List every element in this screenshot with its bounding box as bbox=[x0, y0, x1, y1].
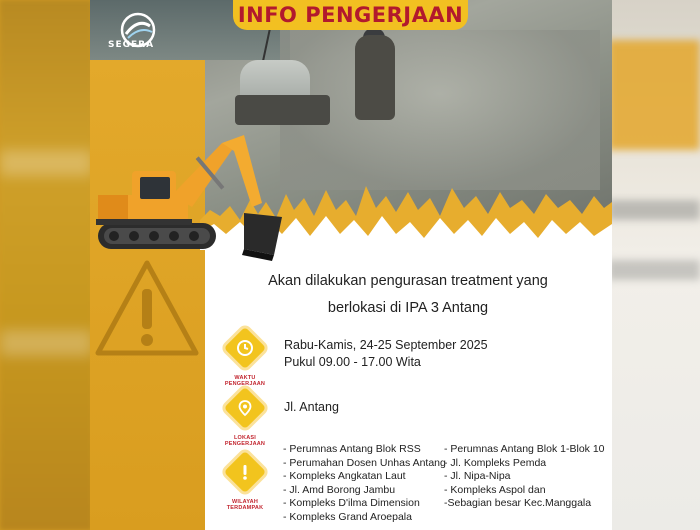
affected-area-item: - Kompleks D'ilma Dimension bbox=[283, 497, 420, 510]
page-title: INFO PENGERJAAN bbox=[237, 3, 464, 27]
exclamation-icon bbox=[236, 463, 254, 481]
schedule-icon-label: WAKTU PENGERJAAN bbox=[224, 375, 266, 387]
intro-line-2: berlokasi di IPA 3 Antang bbox=[327, 300, 489, 316]
affected-area-item: -Sebagian besar Kec.Manggala bbox=[444, 497, 592, 510]
excavator-illustration bbox=[94, 125, 294, 265]
schedule-icon-box bbox=[214, 328, 276, 387]
affected-area-item: - Perumnas Antang Blok RSS bbox=[283, 443, 421, 455]
logo-text: SEGERA bbox=[108, 40, 155, 50]
affected-list-right bbox=[444, 443, 605, 511]
affected-area-item: - Jl. Amd Borong Jambu bbox=[283, 483, 396, 496]
affected-area-item: - Jl. Nipa-Nipa bbox=[444, 470, 511, 483]
map-pin-icon bbox=[236, 399, 254, 417]
warning-triangle-icon bbox=[92, 255, 202, 365]
intro-text bbox=[238, 268, 578, 322]
affected-area-item: - Kompleks Angkatan Laut bbox=[283, 470, 406, 483]
schedule-days: Rabu-Kamis, 24-25 September 2025 bbox=[284, 338, 488, 352]
affected-icon-box bbox=[214, 452, 276, 511]
affected-area-item: - Perumahan Dosen Unhas Antang bbox=[283, 456, 446, 469]
affected-icon-label: WILAYAH TERDAMPAK bbox=[226, 499, 264, 511]
blurred-background-right bbox=[608, 0, 700, 530]
location-icon-box bbox=[214, 388, 276, 447]
location-value: Jl. Antang bbox=[284, 400, 339, 414]
affected-area-item: - Kompleks Grand Aroepala bbox=[283, 510, 412, 523]
affected-area-item: - Perumnas Antang Blok 1-Blok 10 bbox=[444, 443, 605, 455]
affected-list-left bbox=[283, 443, 446, 525]
blurred-background-left bbox=[0, 0, 92, 530]
affected-area-item: - Jl. Kompleks Pemda bbox=[444, 456, 547, 469]
affected-area-item: - Kompleks Aspol dan bbox=[444, 483, 546, 496]
company-logo bbox=[102, 8, 172, 58]
schedule-details bbox=[284, 337, 488, 371]
clock-icon bbox=[236, 339, 254, 357]
intro-line-1: Akan dilakukan pengurasan treatment yang bbox=[268, 273, 548, 289]
info-poster bbox=[90, 0, 612, 530]
schedule-hours: Pukul 09.00 - 17.00 Wita bbox=[284, 355, 421, 369]
title-banner bbox=[233, 0, 468, 30]
location-icon-label: LOKASI PENGERJAAN bbox=[224, 435, 266, 447]
